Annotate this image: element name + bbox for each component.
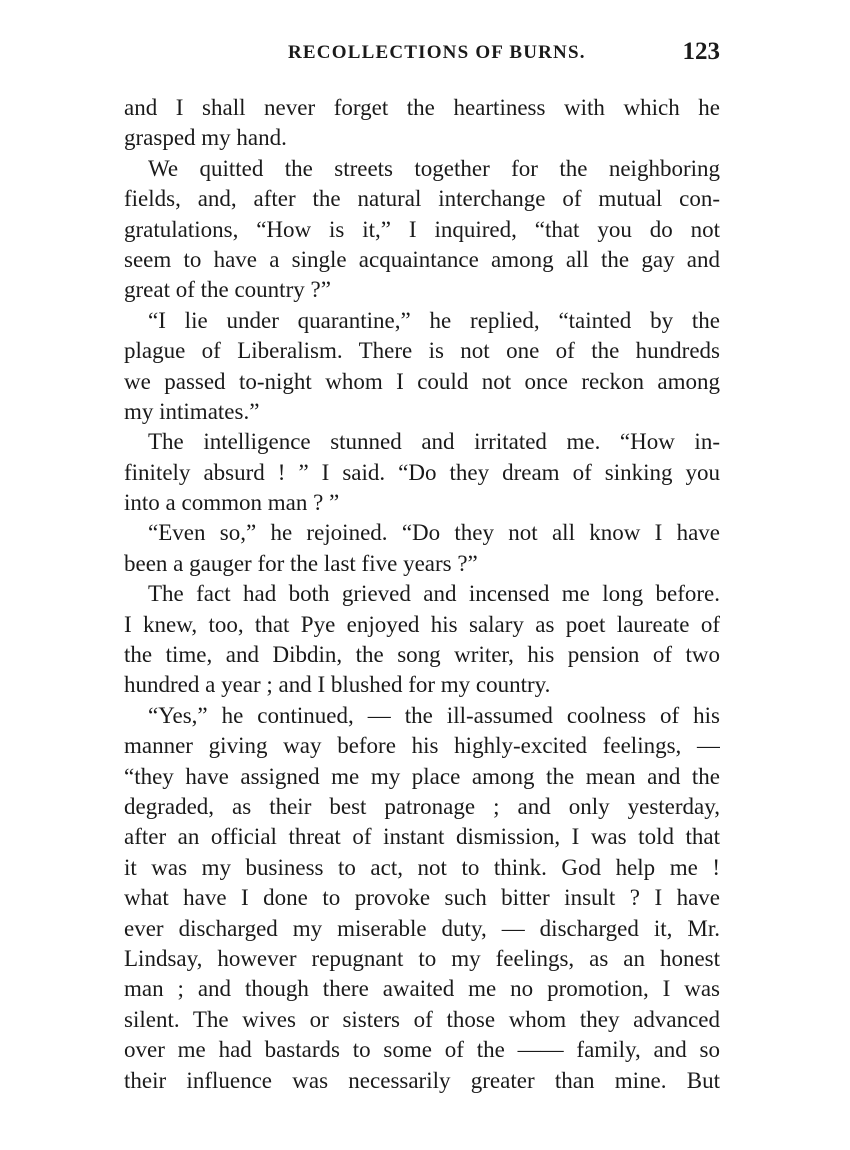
text-line: I knew, too, that Pye enjoyed his salary as poet laureate of: [124, 611, 720, 637]
text-line: my intimates.”: [124, 398, 260, 424]
text-line: after an official threat of instant dismission, I was told that: [124, 824, 720, 850]
text-line: their influence was necessarily greater than mine. But: [124, 1067, 720, 1093]
text-line: been a gauger for the last five years ?”: [124, 550, 478, 576]
text-line: we passed to-night whom I could not once reckon among: [124, 368, 720, 394]
text-line: “Yes,” he continued, — the ill-assumed coolness of his: [148, 702, 720, 728]
text-line: what have I done to provoke such bitter insult ? I have: [124, 885, 720, 911]
text-line: “they have assigned me my place among the mean and the: [124, 763, 720, 789]
text-line: The fact had both grieved and incensed me long before.: [148, 581, 720, 607]
text-line: and I shall never forget the heartiness with which he: [124, 95, 720, 120]
text-line: We quitted the streets together for the neighboring: [148, 155, 720, 181]
text-line: manner giving way before his highly-excited feelings, —: [124, 733, 720, 759]
text-line: grasped my hand.: [124, 125, 287, 151]
running-title: RECOLLECTIONS OF BURNS.: [288, 42, 586, 63]
page-number: 123: [682, 38, 720, 65]
text-line: “Even so,” he rejoined. “Do they not all know I have: [148, 520, 720, 546]
running-head: [124, 38, 720, 74]
text-line: ever discharged my miserable duty, — discharged it, Mr.: [124, 915, 720, 941]
text-line: man ; and though there awaited me no promotion, I was: [124, 976, 720, 1002]
text-line: “I lie under quarantine,” he replied, “tainted by the: [148, 307, 720, 333]
text-line: hundred a year ; and I blushed for my country.: [124, 672, 551, 698]
text-line: great of the country ?”: [124, 277, 331, 303]
text-line: plague of Liberalism. There is not one of the hundreds: [124, 338, 720, 364]
text-line: Lindsay, however repugnant to my feelings, as an honest: [124, 945, 720, 971]
text-line: it was my business to act, not to think. God help me !: [124, 854, 720, 880]
text-line: gratulations, “How is it,” I inquired, “that you do not: [124, 216, 720, 242]
text-line: over me had bastards to some of the —— family, and so: [124, 1037, 720, 1063]
body-text: [124, 93, 720, 1096]
text-line: degraded, as their best patronage ; and only yesterday,: [124, 793, 720, 819]
text-line: fields, and, after the natural interchange of mutual con-: [124, 186, 720, 212]
text-line: The intelligence stunned and irritated me. “How in-: [148, 429, 720, 455]
text-line: seem to have a single acquaintance among all the gay and: [124, 246, 720, 272]
text-line: finitely absurd ! ” I said. “Do they dream of sinking you: [124, 459, 720, 485]
text-line: into a common man ? ”: [124, 490, 340, 516]
text-line: the time, and Dibdin, the song writer, his pension of two: [124, 642, 720, 668]
text-line: silent. The wives or sisters of those whom they advanced: [124, 1006, 720, 1032]
